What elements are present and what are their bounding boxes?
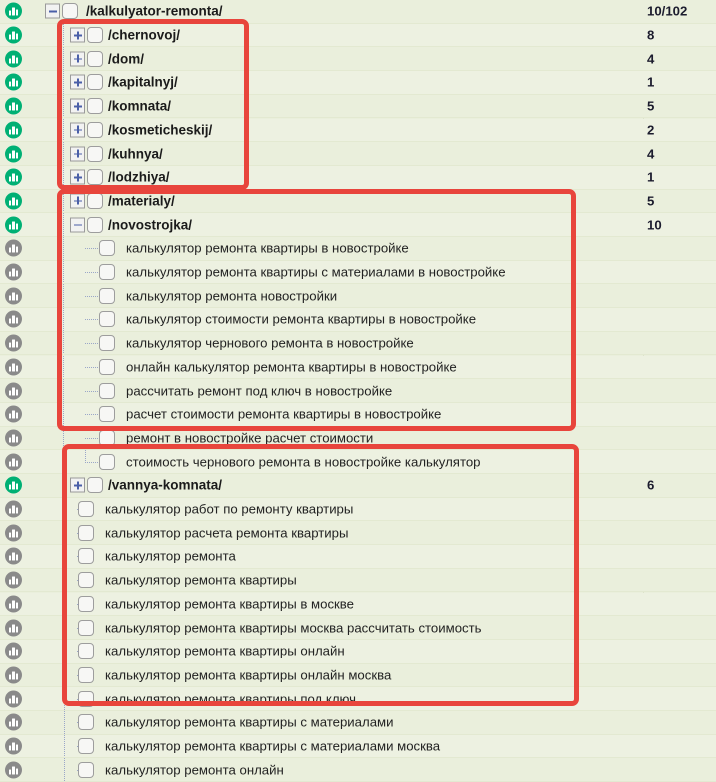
bar-chart-icon-green — [5, 98, 22, 115]
tree-guide-line — [63, 142, 64, 165]
keyword-label: калькулятор ремонта квартиры с материалами — [105, 714, 394, 730]
folder-label-vannya-komnata: /vannya-komnata/ — [108, 477, 223, 493]
tree-guide-line — [64, 640, 65, 663]
tree-row[interactable] — [0, 308, 716, 332]
tree-connector — [85, 248, 100, 249]
keyword-count: 6 — [647, 477, 655, 493]
tree-row[interactable] — [0, 284, 716, 308]
bar-chart-icon-green — [5, 3, 22, 20]
tree-row[interactable] — [0, 24, 716, 48]
keyword-label: стоимость чернового ремонта в новостройке калькулятор — [126, 454, 481, 470]
tree-row[interactable] — [0, 332, 716, 356]
keyword-label: калькулятор ремонта — [105, 548, 236, 564]
checkbox-keyword[interactable] — [99, 288, 115, 304]
checkbox-keyword[interactable] — [99, 264, 115, 280]
keyword-count: 2 — [647, 122, 655, 138]
keyword-label: калькулятор стоимости ремонта квартиры в новостройке — [126, 311, 477, 327]
tree-guide-line — [63, 237, 64, 260]
checkbox-keyword[interactable] — [99, 311, 115, 327]
bar-chart-icon-green — [5, 192, 22, 209]
bar-chart-icon-gray — [5, 287, 22, 304]
checkbox-folder[interactable] — [87, 98, 103, 114]
tree-row[interactable] — [0, 735, 716, 759]
collapse-toggle-kalkulyator-remonta[interactable] — [45, 4, 60, 19]
checkbox-keyword[interactable] — [78, 525, 94, 541]
tree-row[interactable] — [0, 687, 716, 711]
tree-row[interactable] — [0, 758, 716, 782]
collapse-toggle-novostrojka[interactable] — [70, 217, 85, 232]
expand-toggle-kapitalnyj[interactable] — [70, 75, 85, 90]
keyword-label: калькулятор ремонта квартиры в москве — [105, 596, 354, 612]
tree-connector — [85, 414, 100, 415]
expand-toggle-chernovoj[interactable] — [70, 28, 85, 43]
checkbox-keyword[interactable] — [78, 738, 94, 754]
bar-chart-icon-gray — [5, 501, 22, 518]
checkbox-folder[interactable] — [87, 169, 103, 185]
tree-guide-line — [64, 593, 65, 616]
expand-toggle-komnata[interactable] — [70, 99, 85, 114]
tree-row[interactable] — [0, 261, 716, 285]
tree-guide-line — [64, 758, 65, 781]
keyword-label: калькулятор ремонта квартиры в новостройке — [126, 240, 409, 256]
bar-chart-icon-green — [5, 216, 22, 233]
tree-connector — [85, 296, 100, 297]
tree-guide-line — [63, 427, 64, 450]
tree-guide-line — [63, 379, 64, 402]
bar-chart-icon-gray — [5, 335, 22, 352]
keyword-label: онлайн калькулятор ремонта квартиры в новостройке — [126, 359, 457, 375]
keyword-count: 5 — [647, 98, 655, 114]
checkbox-folder[interactable] — [87, 146, 103, 162]
bar-chart-icon-gray — [5, 761, 22, 778]
checkbox-folder-novostrojka[interactable] — [87, 217, 103, 233]
expand-toggle-dom[interactable] — [70, 51, 85, 66]
tree-guide-line — [64, 735, 65, 758]
tree-guide-line — [63, 450, 64, 473]
tree-guide-line — [64, 664, 65, 687]
keyword-count: 1 — [647, 169, 655, 185]
keyword-count: 4 — [647, 146, 655, 162]
checkbox-folder[interactable] — [87, 74, 103, 90]
checkbox-keyword[interactable] — [99, 359, 115, 375]
tree-guide-line — [64, 569, 65, 592]
checkbox-folder[interactable] — [87, 27, 103, 43]
tree-row[interactable] — [0, 379, 716, 403]
keyword-count: 1 — [647, 74, 655, 90]
keyword-label: ремонт в новостройке расчет стоимости — [126, 430, 374, 446]
keyword-label: калькулятор ремонта онлайн — [105, 762, 284, 778]
keyword-count: 10 — [647, 217, 662, 233]
tree-guide-line — [63, 95, 64, 118]
folder-label: /dom/ — [108, 50, 144, 66]
tree-row[interactable] — [0, 474, 716, 498]
keyword-count: 5 — [647, 193, 655, 209]
tree-guide-line — [63, 24, 64, 47]
folder-label-novostrojka: /novostrojka/ — [108, 216, 193, 232]
bar-chart-icon-gray — [5, 358, 22, 375]
tree-row[interactable] — [0, 190, 716, 214]
bar-chart-icon-gray — [5, 643, 22, 660]
tree-row[interactable] — [0, 498, 716, 522]
checkbox-keyword[interactable] — [99, 240, 115, 256]
tree-connector — [85, 367, 100, 368]
bar-chart-icon-gray — [5, 619, 22, 636]
tree-row[interactable] — [0, 593, 716, 617]
tree-row[interactable] — [0, 237, 716, 261]
keyword-label: калькулятор расчета ремонта квартиры — [105, 525, 349, 541]
tree-guide-line — [64, 521, 65, 544]
bar-chart-icon-gray — [5, 453, 22, 470]
checkbox-keyword[interactable] — [78, 667, 94, 683]
tree-connector — [85, 391, 100, 392]
bar-chart-icon-green — [5, 145, 22, 162]
checkbox-keyword[interactable] — [78, 691, 94, 707]
tree-row[interactable] — [0, 142, 716, 166]
checkbox-keyword[interactable] — [78, 620, 94, 636]
tree-guide-line — [63, 119, 64, 142]
expand-toggle-kuhnya[interactable] — [70, 146, 85, 161]
tree-guide-line — [64, 498, 65, 521]
bar-chart-icon-gray — [5, 714, 22, 731]
checkbox-keyword[interactable] — [78, 762, 94, 778]
bar-chart-icon-gray — [5, 690, 22, 707]
tree-row[interactable] — [0, 664, 716, 688]
tree-row[interactable] — [0, 450, 716, 474]
keyword-count: 4 — [647, 51, 655, 67]
tree-row[interactable] — [0, 119, 716, 143]
keyword-label: калькулятор ремонта квартиры с материалами москва — [105, 738, 441, 754]
keyword-label: калькулятор ремонта квартиры под ключ — [105, 691, 356, 707]
bar-chart-icon-green — [5, 74, 22, 91]
tree-connector-end — [85, 450, 86, 461]
checkbox-keyword[interactable] — [78, 714, 94, 730]
folder-label: /komnata/ — [108, 98, 172, 114]
tree-guide-line — [63, 308, 64, 331]
checkbox-folder[interactable] — [87, 122, 103, 138]
tree-guide-line — [63, 356, 64, 379]
checkbox-keyword[interactable] — [99, 406, 115, 422]
tree-connector — [85, 438, 100, 439]
checkbox-keyword[interactable] — [78, 643, 94, 659]
keyword-label: рассчитать ремонт под ключ в новостройке — [126, 382, 393, 398]
keyword-label: калькулятор ремонта квартиры — [105, 572, 297, 588]
tree-guide-line — [64, 687, 65, 710]
expand-toggle-vannya-komnata[interactable] — [70, 478, 85, 493]
keyword-label: расчет стоимости ремонта квартиры в новостройке — [126, 406, 442, 422]
bar-chart-icon-gray — [5, 595, 22, 612]
tree-guide-line — [63, 403, 64, 426]
tree-connector — [85, 343, 100, 344]
checkbox-keyword[interactable] — [78, 501, 94, 517]
bar-chart-icon-gray — [5, 738, 22, 755]
bar-chart-icon-gray — [5, 548, 22, 565]
checkbox-folder[interactable] — [87, 193, 103, 209]
expand-toggle-kosmeticheskij[interactable] — [70, 122, 85, 137]
folder-label: /lodzhiya/ — [108, 169, 170, 185]
bar-chart-icon-gray — [5, 572, 22, 589]
tree-row[interactable] — [0, 403, 716, 427]
bar-chart-icon-gray — [5, 524, 22, 541]
tree-guide-line — [63, 474, 64, 497]
tree-guide-line — [64, 711, 65, 734]
tree-connector — [85, 319, 100, 320]
bar-chart-icon-gray — [5, 406, 22, 423]
tree-connector — [85, 272, 100, 273]
tree-row[interactable] — [0, 0, 716, 24]
tree-guide-line — [63, 190, 64, 213]
tree-row[interactable] — [0, 47, 716, 71]
tree-row[interactable] — [0, 356, 716, 380]
bar-chart-icon-gray — [5, 240, 22, 257]
bar-chart-icon-green — [5, 121, 22, 138]
tree-guide-line — [63, 47, 64, 70]
expand-toggle-lodzhiya[interactable] — [70, 170, 85, 185]
keyword-label: калькулятор чернового ремонта в новостройке — [126, 335, 414, 351]
tree-guide-line — [63, 213, 64, 236]
tree-row[interactable] — [0, 427, 716, 451]
tree-guide-line — [63, 71, 64, 94]
tree-row[interactable] — [0, 616, 716, 640]
tree-row[interactable] — [0, 640, 716, 664]
keyword-label: калькулятор ремонта новостройки — [126, 288, 338, 304]
checkbox-root-folder[interactable] — [62, 3, 78, 19]
keyword-label: калькулятор ремонта квартиры с материалами в новостройке — [126, 264, 506, 280]
tree-row[interactable] — [0, 711, 716, 735]
checkbox-keyword[interactable] — [99, 335, 115, 351]
keyword-label: калькулятор ремонта квартиры москва рассчитать стоимость — [105, 619, 482, 635]
keyword-count: 8 — [647, 27, 655, 43]
keyword-count: 10/102 — [647, 3, 688, 19]
checkbox-keyword[interactable] — [99, 454, 115, 470]
tree-connector — [85, 462, 100, 463]
bar-chart-icon-green — [5, 27, 22, 44]
bar-chart-icon-gray — [5, 311, 22, 328]
tree-guide-line — [64, 545, 65, 568]
bar-chart-icon-green — [5, 50, 22, 67]
bar-chart-icon-green — [5, 169, 22, 186]
checkbox-keyword[interactable] — [99, 430, 115, 446]
folder-label: /kapitalnyj/ — [108, 74, 178, 90]
checkbox-folder[interactable] — [87, 51, 103, 67]
keyword-label: калькулятор работ по ремонту квартиры — [105, 501, 354, 517]
checkbox-keyword[interactable] — [78, 548, 94, 564]
tree-row[interactable] — [0, 545, 716, 569]
bar-chart-icon-gray — [5, 382, 22, 399]
checkbox-keyword[interactable] — [99, 383, 115, 399]
checkbox-keyword[interactable] — [78, 596, 94, 612]
bar-chart-icon-gray — [5, 666, 22, 683]
tree-guide-line — [63, 284, 64, 307]
expand-toggle-materialy[interactable] — [70, 193, 85, 208]
tree-guide-line — [63, 166, 64, 189]
tree-row[interactable] — [0, 213, 716, 237]
tree-row[interactable] — [0, 71, 716, 95]
tree-row[interactable] — [0, 166, 716, 190]
folder-label: /materialy/ — [108, 193, 175, 209]
tree-row[interactable] — [0, 95, 716, 119]
keyword-label: калькулятор ремонта квартиры онлайн — [105, 643, 345, 659]
tree-row[interactable] — [0, 521, 716, 545]
tree-guide-line — [63, 332, 64, 355]
folder-label: /kuhnya/ — [108, 145, 163, 161]
bar-chart-icon-gray — [5, 429, 22, 446]
bar-chart-icon-gray — [5, 264, 22, 281]
checkbox-folder-vannya-komnata[interactable] — [87, 477, 103, 493]
folder-label: /kosmeticheskij/ — [108, 122, 213, 138]
folder-label: /chernovoj/ — [108, 27, 181, 43]
folder-label-root: /kalkulyator-remonta/ — [86, 3, 223, 19]
tree-guide-line — [64, 616, 65, 639]
tree-guide-line — [63, 261, 64, 284]
checkbox-keyword[interactable] — [78, 572, 94, 588]
keyword-label: калькулятор ремонта квартиры онлайн москва — [105, 667, 392, 683]
bar-chart-icon-green — [5, 477, 22, 494]
tree-row[interactable] — [0, 569, 716, 593]
